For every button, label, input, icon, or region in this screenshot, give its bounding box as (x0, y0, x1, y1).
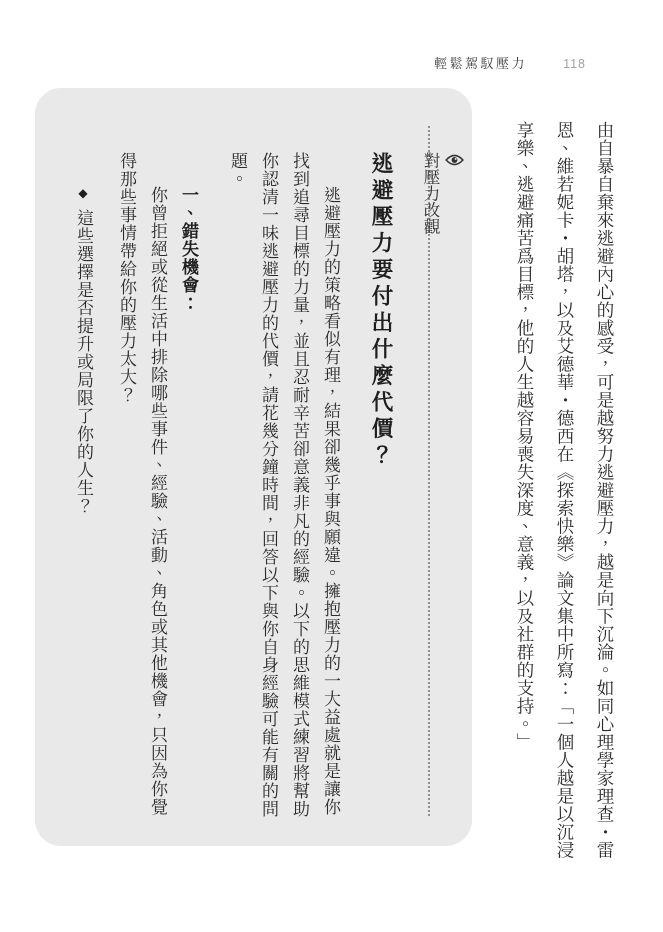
text-line: 恩、維若妮卡・胡塔，以及艾德華・德西在《探索快樂》論文集中所寫：「一個人越是以沉浸 (555, 121, 575, 859)
text-line: 你曾拒絕或從生活中排除哪些事件、經驗、活動、角色或其他機會，只因為你覺 (148, 186, 167, 816)
text-line: 享樂、逃避痛苦爲目標，他的人生越容易喪失深度、意義，以及社群的支持。」 (515, 121, 535, 751)
callout-intro (222, 152, 346, 842)
page-header (434, 53, 586, 72)
page-number: 118 (563, 57, 586, 71)
running-head-title: 輕鬆駕馭壓力 (434, 56, 528, 71)
diamond-bullet-icon: ◆ (76, 186, 90, 201)
callout-title: 逃避壓力要付出什麼代價？ (369, 152, 393, 470)
text-line: 題。 (228, 152, 247, 188)
subsection-heading: 一、錯失機會： (179, 186, 198, 312)
text-line: 得那些事情帶給你的壓力太大？ (117, 152, 136, 404)
eye-icon (445, 153, 464, 167)
section-label (415, 152, 464, 842)
exercise-callout-box (35, 88, 472, 846)
text-line: 由自暴自棄來逃避內心的感受，可是越努力逃避壓力，越是向下沉淪。如同心理學家理查・雷 (595, 121, 615, 859)
reflection-question-text: 這些選擇是否提升或局限了你的人生？ (74, 209, 93, 515)
text-line: 找到追尋目標的力量，並且忍耐辛苦卻意義非凡的經驗。以下的思維模式練習將幫助 (290, 152, 309, 818)
text-line: 逃避壓力的策略看似有理，結果卻幾乎事與願違。擁抱壓力的一大益處就是讓你 (321, 186, 340, 816)
text-line: 你認清一味逃避壓力的代價，請花幾分鐘時間，回答以下與你自身經驗可能有關的問 (259, 152, 278, 818)
section-label-text: 對壓力改觀 (421, 152, 440, 235)
subsection-body (111, 152, 173, 842)
main-paragraph (505, 121, 625, 873)
callout-content (67, 152, 464, 842)
reflection-question (67, 152, 99, 842)
